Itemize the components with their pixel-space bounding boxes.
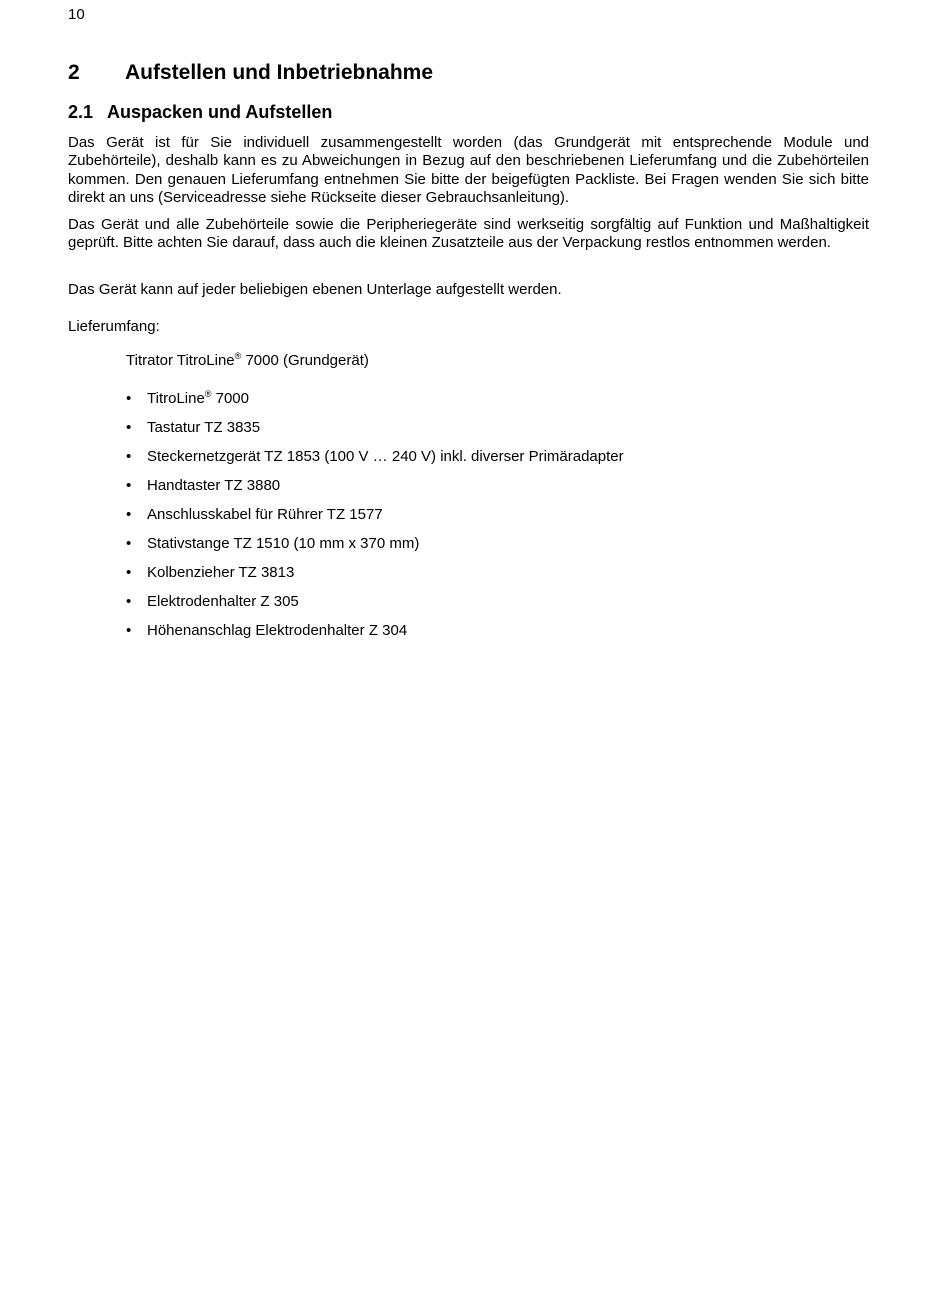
- list-item-text: Höhenanschlag Elektrodenhalter Z 304: [147, 622, 408, 639]
- paragraph-delivery-variation: Das Gerät ist für Sie individuell zusammengestellt worden (das Grundgerät mit entsprechende Module und Zubehörteile), deshalb kann es zu Abweichungen in Bezug auf den beschriebenen Lieferumfang und die Zubehörteilen kommen. Den genauen Lieferumfang entnehmen Sie bitte der beigefügten Packliste. Bei Fragen wenden Sie sich bitte direkt an uns (Serviceadresse siehe Rückseite dieser Gebrauchsanleitung).: [68, 134, 869, 207]
- list-item-text: Elektrodenhalter Z 305: [147, 593, 299, 610]
- registered-mark: ®: [204, 389, 212, 399]
- list-item-suffix: 7000: [211, 390, 249, 407]
- list-item: [126, 419, 624, 448]
- bullet-icon: •: [126, 506, 132, 523]
- list-item: [126, 448, 624, 477]
- list-item: [126, 477, 624, 506]
- section-number: 2.1: [68, 102, 94, 122]
- bullet-icon: •: [126, 390, 132, 407]
- bullet-icon: •: [126, 622, 132, 639]
- section-title: Auspacken und Aufstellen: [107, 102, 333, 122]
- bullet-icon: •: [126, 564, 132, 581]
- paragraph-factory-check: Das Gerät und alle Zubehörteile sowie die Peripheriegeräte sind werkseitig sorgfältig auf Funktion und Maßhaltigkeit geprüft. Bitte achten Sie darauf, dass auch die kleinen Zusatzteile aus der Verpackung restlos entnommen werden.: [68, 216, 869, 252]
- list-item: [126, 535, 624, 564]
- bullet-icon: •: [126, 477, 132, 494]
- list-item: [126, 593, 624, 622]
- paragraph-placement: Das Gerät kann auf jeder beliebigen ebenen Unterlage aufgestellt werden.: [68, 281, 562, 298]
- bullet-icon: •: [126, 419, 132, 436]
- chapter-title: Aufstellen und Inbetriebnahme: [125, 61, 434, 84]
- list-item-text: Handtaster TZ 3880: [147, 477, 281, 494]
- list-item: [126, 564, 624, 593]
- list-item-text: Anschlusskabel für Rührer TZ 1577: [147, 506, 383, 523]
- base-device-line: [126, 352, 369, 369]
- list-item: [126, 506, 624, 535]
- scope-label: Lieferumfang:: [68, 318, 160, 335]
- bullet-icon: •: [126, 448, 132, 465]
- scope-list: [126, 390, 624, 651]
- bullet-icon: •: [126, 593, 132, 610]
- list-item: [126, 622, 624, 651]
- list-item-prefix: TitroLine: [147, 390, 205, 407]
- chapter-number: 2: [68, 61, 80, 84]
- list-item-text: Kolbenzieher TZ 3813: [147, 564, 295, 581]
- base-device-prefix: Titrator TitroLine: [126, 352, 235, 369]
- page-number: 10: [68, 6, 85, 23]
- chapter-heading: [68, 61, 433, 85]
- list-item-text: Stativstange TZ 1510 (10 mm x 370 mm): [147, 535, 420, 552]
- list-item-text: Tastatur TZ 3835: [147, 419, 261, 436]
- registered-mark: ®: [234, 351, 242, 361]
- list-item: [126, 390, 624, 419]
- bullet-icon: •: [126, 535, 132, 552]
- list-item-text: Steckernetzgerät TZ 1853 (100 V … 240 V) inkl. diverser Primäradapter: [147, 448, 624, 465]
- base-device-suffix: 7000 (Grundgerät): [241, 352, 369, 369]
- section-heading: [68, 102, 332, 123]
